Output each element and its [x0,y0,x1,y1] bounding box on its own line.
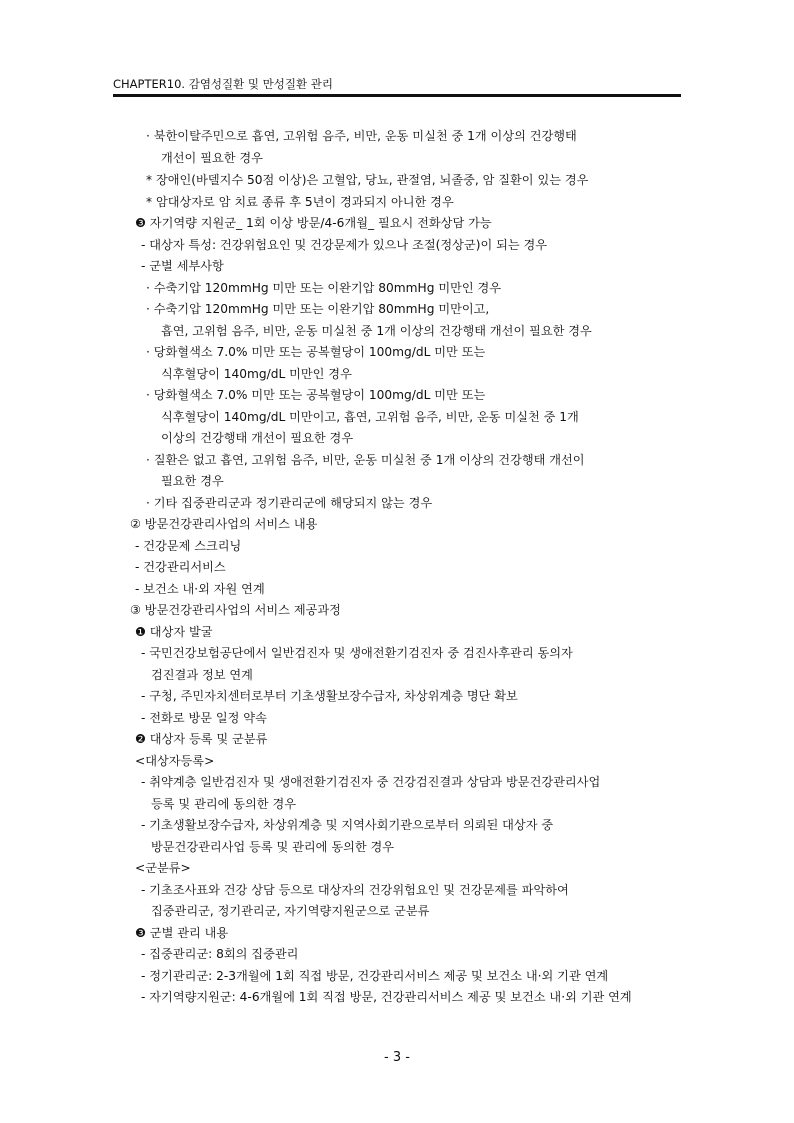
text-line: - 국민건강보험공단에서 일반검진자 및 생애전환기검진자 중 검진사후관리 동의자 [141,646,573,660]
text-line: 방문건강관리사업 등록 및 관리에 동의한 경우 [151,840,395,854]
text-line: * 장애인(바델지수 50점 이상)은 고혈압, 당뇨, 관절염, 뇌졸중, 암 질환이 있는 경우 [146,173,589,187]
page-header: CHAPTER10. 감염성질환 및 만성질환 관리 [113,77,333,91]
text-line: 등록 및 관리에 동의한 경우 [151,797,297,811]
text-line: 집중관리군, 정기관리군, 자기역량지원군으로 군분류 [151,904,430,918]
text-line: - 군별 세부사항 [141,259,224,273]
text-line: - 구청, 주민자치센터로부터 기초생활보장수급자, 차상위계층 명단 확보 [141,689,518,703]
text-line: - 기초생활보장수급자, 차상위계층 및 지역사회기관으로부터 의뢰된 대상자 중 [141,818,554,832]
text-line: · 기타 집중관리군과 정기관리군에 해당되지 않는 경우 [146,496,433,510]
text-line: * 암대상자로 암 치료 종류 후 5년이 경과되지 아니한 경우 [146,195,454,209]
text-line: ❸ 자기역량 지원군_ 1회 이상 방문/4-6개월_ 필요시 전화상담 가능 [135,216,492,230]
page-number: - 3 - [384,1050,410,1065]
text-line: ❶ 대상자 발굴 [135,625,213,639]
header-rule [113,94,681,97]
text-line: - 취약계층 일반검진자 및 생애전환기검진자 중 건강검진결과 상담과 방문건강관리사업 [141,775,601,789]
text-line: - 건강관리서비스 [135,560,226,574]
text-line: <군분류> [135,861,191,875]
text-line: · 당화혈색소 7.0% 미만 또는 공복혈당이 100mg/dL 미만 또는 [146,345,486,359]
text-line: - 건강문제 스크리닝 [135,539,242,553]
text-line: 식후혈당이 140mg/dL 미만인 경우 [161,367,352,381]
text-line: 이상의 건강행태 개선이 필요한 경우 [161,431,354,445]
text-line: · 당화혈색소 7.0% 미만 또는 공복혈당이 100mg/dL 미만 또는 [146,388,486,402]
text-line: - 기초조사표와 건강 상담 등으로 대상자의 건강위험요인 및 건강문제를 파악하여 [141,883,569,897]
text-line: - 정기관리군: 2-3개월에 1회 직접 방문, 건강관리서비스 제공 및 보건소 내·외 기관 연계 [141,969,609,983]
text-line: ③ 방문건강관리사업의 서비스 제공과정 [130,603,341,617]
text-line: - 집중관리군: 8회의 집중관리 [141,947,299,961]
text-line: 개선이 필요한 경우 [161,151,263,165]
text-line: 검진결과 정보 연계 [151,668,253,682]
text-line: · 북한이탈주민으로 흡연, 고위험 음주, 비만, 운동 미실천 중 1개 이상의 건강행태 [146,129,577,143]
text-line: · 수축기압 120mmHg 미만 또는 이완기압 80mmHg 미만이고, [146,302,490,316]
text-line: - 전화로 방문 일정 약속 [141,711,267,725]
text-line: ❸ 군별 관리 내용 [135,926,229,940]
text-line: 필요한 경우 [161,474,224,488]
text-line: - 자기역량지원군: 4-6개월에 1회 직접 방문, 건강관리서비스 제공 및 보건소 내·외 기관 연계 [141,990,632,1004]
text-line: · 질환은 없고 흡연, 고위험 음주, 비만, 운동 미실천 중 1개 이상의 건강행태 개선이 [146,453,585,467]
text-line: 흡연, 고위험 음주, 비만, 운동 미실천 중 1개 이상의 건강행태 개선이 필요한 경우 [161,324,592,338]
text-line: ② 방문건강관리사업의 서비스 내용 [130,517,318,531]
text-line: - 보건소 내·외 자원 연계 [135,582,265,596]
text-line: 식후혈당이 140mg/dL 미만이고, 흡연, 고위험 음주, 비만, 운동 미실천 중 1개 [161,410,579,424]
text-line: <대상자등록> [135,754,215,768]
text-line: ❷ 대상자 등록 및 군분류 [135,732,268,746]
text-line: · 수축기압 120mmHg 미만 또는 이완기압 80mmHg 미만인 경우 [146,281,502,295]
text-line: - 대상자 특성: 건강위험요인 및 건강문제가 있으나 조절(정상군)이 되는 경우 [141,238,548,252]
